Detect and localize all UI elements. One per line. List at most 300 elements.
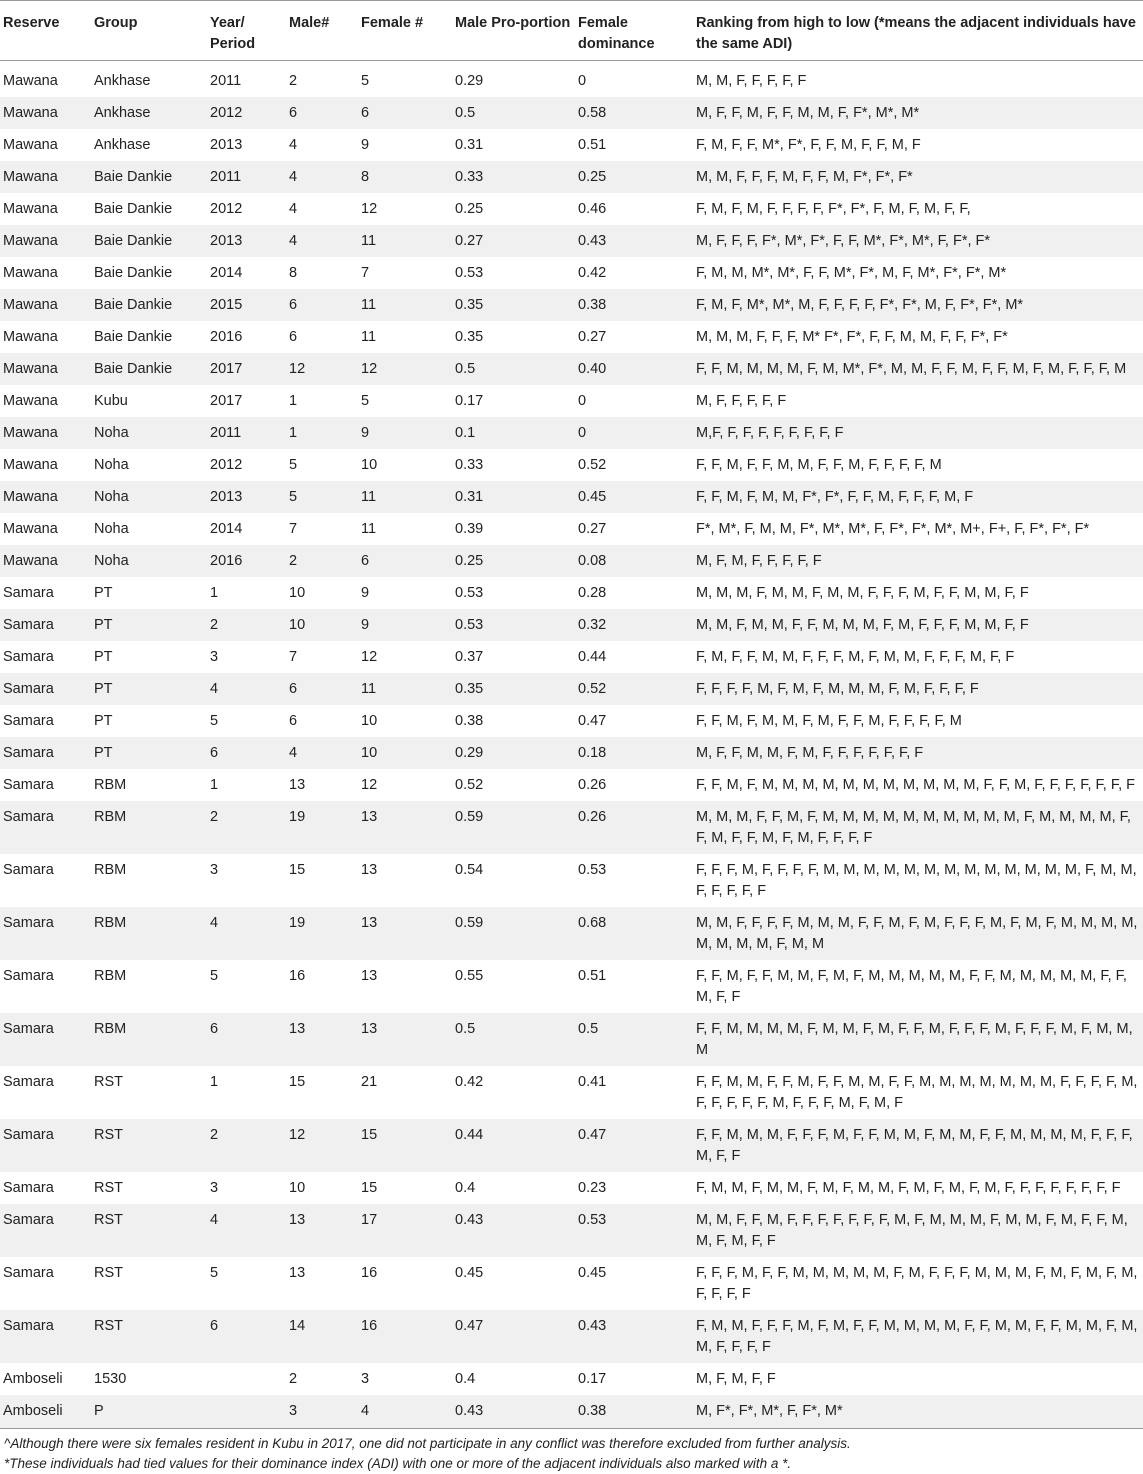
cell-male-proportion: 0.43 <box>451 1395 574 1429</box>
cell-reserve: Mawana <box>0 353 90 385</box>
footnote-asterisk: *These individuals had tied values for their dominance index (ADI) with one or more of the adjacent individuals also marked with a *. <box>4 1456 792 1471</box>
cell-male-proportion: 0.5 <box>451 97 574 129</box>
cell-ranking: M, F*, F*, M*, F, F*, M* <box>692 1395 1143 1429</box>
cell-ranking: F, F, M, M, F, F, M, F, F, M, M, F, F, M, M, M, M, M, M, M, F, F, F, F, M, F, F, F, F, F, M, F, F, F, M, F, M, F <box>696 1074 1138 1111</box>
cell-ranking: M, F, F, M, M, F, M, F, F, F, F, F, F, F <box>692 737 1143 769</box>
cell-reserve: Mawana <box>3 265 58 281</box>
cell-female-dominance: 0.08 <box>574 545 692 577</box>
cell-ranking: F, F, F, M, F, F, F, F, M, M, M, M, M, M, M, M, M, M, M, M, M, F, M, M, F, F, F, F, F <box>696 862 1137 899</box>
cell-male-count: 13 <box>285 1204 357 1257</box>
cell-group: Baie Dankie <box>90 161 206 193</box>
cell-male-count: 10 <box>289 585 306 601</box>
cell-ranking: F, F, M, F, F, M, M, F, M, F, M, M, M, M, M, F, F, M, M, M, M, M, F, F, M, F, F <box>696 968 1127 1005</box>
header-group: Group <box>90 1 206 61</box>
cell-year-period: 2015 <box>206 289 285 321</box>
cell-reserve: Samara <box>3 713 54 729</box>
cell-female-dominance: 0.58 <box>574 97 692 129</box>
cell-male-proportion: 0.39 <box>455 521 484 537</box>
cell-year-period <box>206 1395 285 1429</box>
cell-female-count: 11 <box>361 521 377 537</box>
cell-year-period: 3 <box>210 649 219 665</box>
cell-female-count: 5 <box>361 73 370 89</box>
cell-male-proportion: 0.37 <box>455 649 484 665</box>
cell-male-count: 5 <box>285 481 357 513</box>
cell-male-count: 2 <box>289 73 298 89</box>
cell-male-proportion: 0.31 <box>455 137 484 153</box>
header-year-period: Year/ Period <box>206 1 285 61</box>
cell-group: Ankhase <box>94 73 151 89</box>
cell-reserve: Mawana <box>0 97 90 129</box>
cell-female-count: 9 <box>361 585 370 601</box>
cell-year-period: 6 <box>206 1310 285 1363</box>
table-row <box>0 289 1143 321</box>
cell-reserve: Amboseli <box>3 1371 63 1387</box>
cell-female-dominance: 0 <box>578 393 587 409</box>
header-row <box>0 1 1143 61</box>
cell-female-count: 4 <box>357 1395 451 1429</box>
cell-reserve: Mawana <box>3 521 58 537</box>
cell-male-proportion: 0.29 <box>451 737 574 769</box>
cell-female-dominance: 0.28 <box>578 585 607 601</box>
table-row <box>0 673 1143 705</box>
cell-reserve: Samara <box>0 737 90 769</box>
cell-female-count: 13 <box>357 801 451 854</box>
cell-male-proportion: 0.35 <box>451 289 574 321</box>
cell-group: Noha <box>90 481 206 513</box>
cell-year-period: 6 <box>206 737 285 769</box>
cell-year-period: 5 <box>210 1265 219 1281</box>
cell-year-period: 6 <box>206 1013 285 1066</box>
table-row <box>0 1172 1143 1204</box>
cell-female-dominance: 0.38 <box>574 289 692 321</box>
table-row <box>0 385 1143 417</box>
cell-year-period: 2 <box>206 801 285 854</box>
header-male-count: Male# <box>285 1 357 61</box>
cell-female-dominance: 0.42 <box>578 265 607 281</box>
cell-ranking: F, F, M, F, M, M, F, M, F, F, M, F, F, F, F, M <box>696 713 962 729</box>
cell-male-proportion: 0.53 <box>455 265 484 281</box>
cell-year-period: 2017 <box>206 353 285 385</box>
cell-female-count: 11 <box>357 225 451 257</box>
cell-reserve: Samara <box>3 968 54 984</box>
cell-ranking: M, F, F, M, F, F, M, M, F, F*, M*, M* <box>692 97 1143 129</box>
cell-female-dominance: 0.47 <box>574 1119 692 1172</box>
table-row <box>0 61 1143 98</box>
cell-female-dominance: 0.45 <box>578 1265 607 1281</box>
cell-group: RST <box>94 1180 123 1196</box>
cell-male-proportion: 0.5 <box>451 1013 574 1066</box>
cell-reserve: Mawana <box>0 417 90 449</box>
cell-male-count: 13 <box>289 1265 306 1281</box>
cell-group: RBM <box>94 862 127 878</box>
cell-group: PT <box>94 585 113 601</box>
cell-ranking: M, F, M, F, F <box>696 1371 776 1387</box>
cell-group: RST <box>90 1119 206 1172</box>
cell-reserve: Mawana <box>3 73 58 89</box>
table-row <box>0 641 1143 673</box>
cell-female-dominance: 0.52 <box>578 457 607 473</box>
cell-group: PT <box>90 737 206 769</box>
header-ranking: Ranking from high to low (*means the adjacent individuals have the same ADI) <box>692 1 1143 61</box>
cell-reserve: Mawana <box>3 329 58 345</box>
cell-year-period: 2016 <box>210 329 243 345</box>
cell-group: RST <box>94 1265 123 1281</box>
cell-year-period: 2011 <box>206 161 285 193</box>
cell-ranking: M, M, F, M, M, F, F, M, M, M, F, M, F, F, F, M, M, F, F <box>692 609 1143 641</box>
cell-year-period: 2013 <box>206 225 285 257</box>
table-row <box>0 1013 1143 1066</box>
cell-female-count: 10 <box>361 457 378 473</box>
cell-female-count: 13 <box>357 1013 451 1066</box>
table-row <box>0 449 1143 481</box>
cell-female-dominance: 0.32 <box>574 609 692 641</box>
table-row <box>0 1119 1143 1172</box>
cell-female-count: 15 <box>357 1119 451 1172</box>
cell-year-period: 2012 <box>210 201 243 217</box>
cell-year-period: 2 <box>206 609 285 641</box>
cell-female-dominance: 0.18 <box>574 737 692 769</box>
cell-male-proportion: 0.43 <box>451 1204 574 1257</box>
cell-female-dominance: 0.26 <box>578 777 607 793</box>
cell-male-proportion: 0.29 <box>455 73 484 89</box>
cell-male-proportion: 0.35 <box>451 673 574 705</box>
table-row <box>0 161 1143 193</box>
table-row <box>0 1363 1143 1395</box>
header-female-dominance: Female dominance <box>574 1 692 61</box>
cell-male-proportion: 0.45 <box>455 1265 484 1281</box>
cell-ranking: M, M, M, F, F, F, M* F*, F*, F, F, M, M, F, F, F*, F* <box>696 329 1008 345</box>
cell-year-period: 2011 <box>206 417 285 449</box>
table-row <box>0 353 1143 385</box>
cell-female-dominance: 0.43 <box>574 225 692 257</box>
cell-male-proportion: 0.47 <box>451 1310 574 1363</box>
cell-female-dominance: 0.43 <box>574 1310 692 1363</box>
cell-group: Baie Dankie <box>90 225 206 257</box>
cell-male-proportion: 0.53 <box>451 609 574 641</box>
cell-group: Kubu <box>94 393 128 409</box>
cell-male-count: 1 <box>289 393 298 409</box>
cell-female-dominance: 0.27 <box>578 521 607 537</box>
cell-group: Noha <box>90 545 206 577</box>
cell-female-dominance: 0.27 <box>578 329 607 345</box>
cell-group: Noha <box>90 417 206 449</box>
table-row <box>0 321 1143 353</box>
cell-reserve: Samara <box>0 673 90 705</box>
cell-reserve: Samara <box>0 1310 90 1363</box>
cell-female-count: 6 <box>357 545 451 577</box>
cell-female-dominance: 0.44 <box>578 649 607 665</box>
cell-male-proportion: 0.4 <box>455 1371 476 1387</box>
cell-group: PT <box>90 673 206 705</box>
cell-ranking: M, M, F, F, M, F, F, F, F, F, F, F, M, F, M, M, M, F, M, M, F, M, F, F, M, M, F, M, F, F <box>692 1204 1143 1257</box>
table-row <box>0 513 1143 545</box>
cell-male-count: 14 <box>285 1310 357 1363</box>
cell-female-dominance: 0.53 <box>578 862 607 878</box>
cell-ranking: M, M, F, F, F, F, F <box>696 73 807 89</box>
cell-ranking: F*, M*, F, M, M, F*, M*, M*, F, F*, F*, M*, M+, F+, F, F*, F*, F* <box>696 521 1090 537</box>
table-row <box>0 801 1143 854</box>
cell-female-dominance: 0.40 <box>574 353 692 385</box>
table-row <box>0 1204 1143 1257</box>
cell-year-period: 2016 <box>206 545 285 577</box>
cell-year-period: 2013 <box>210 137 243 153</box>
cell-female-count: 3 <box>361 1371 370 1387</box>
cell-male-proportion: 0.31 <box>451 481 574 513</box>
table-row <box>0 129 1143 161</box>
cell-female-count: 12 <box>357 353 451 385</box>
cell-male-proportion: 0.59 <box>451 801 574 854</box>
cell-reserve: Samara <box>0 1119 90 1172</box>
cell-ranking: F, F, M, F, M, M, F*, F*, F, F, M, F, F, F, M, F <box>692 481 1143 513</box>
cell-group: 1530 <box>94 1371 127 1387</box>
cell-female-count: 9 <box>357 417 451 449</box>
cell-group: PT <box>90 609 206 641</box>
cell-reserve: Samara <box>0 801 90 854</box>
cell-female-count: 9 <box>357 609 451 641</box>
cell-male-proportion: 0.4 <box>455 1180 476 1196</box>
cell-group: RBM <box>90 1013 206 1066</box>
cell-ranking: M, F, F, F, F*, M*, F*, F, F, M*, F*, M*, F, F*, F* <box>692 225 1143 257</box>
cell-ranking: F, F, M, M, M, M, F, M, M, F, M, F, F, M, F, F, F, M, F, F, F, M, F, M, M, M <box>692 1013 1143 1066</box>
cell-female-dominance: 0.41 <box>578 1074 607 1090</box>
cell-male-proportion: 0.17 <box>455 393 484 409</box>
table-row <box>0 1257 1143 1310</box>
cell-reserve: Amboseli <box>0 1395 90 1429</box>
cell-male-proportion: 0.44 <box>451 1119 574 1172</box>
cell-group: Noha <box>94 457 129 473</box>
cell-female-count: 5 <box>361 393 370 409</box>
cell-ranking: M,F, F, F, F, F, F, F, F, F <box>692 417 1143 449</box>
table-row <box>0 907 1143 960</box>
cell-male-count: 1 <box>285 417 357 449</box>
cell-group: Baie Dankie <box>94 201 173 217</box>
cell-male-count: 4 <box>285 225 357 257</box>
cell-ranking: F, M, M, M*, M*, F, F, M*, F*, M, F, M*, F*, F*, M* <box>696 265 1007 281</box>
cell-female-dominance: 0.17 <box>578 1371 607 1387</box>
cell-male-count: 19 <box>285 801 357 854</box>
cell-female-count: 7 <box>361 265 370 281</box>
cell-group: Noha <box>94 521 129 537</box>
cell-group: RBM <box>94 777 127 793</box>
cell-year-period: 2012 <box>206 97 285 129</box>
cell-reserve: Mawana <box>3 457 58 473</box>
cell-reserve: Samara <box>3 1074 54 1090</box>
cell-group: Baie Dankie <box>94 265 173 281</box>
cell-male-count: 6 <box>285 673 357 705</box>
table-row <box>0 225 1143 257</box>
cell-female-count: 6 <box>357 97 451 129</box>
table-row <box>0 1395 1143 1429</box>
cell-ranking: F, M, F, M*, M*, M, F, F, F, F, F*, F*, M, F, F*, F*, M* <box>692 289 1143 321</box>
cell-male-count: 12 <box>285 1119 357 1172</box>
cell-male-count: 7 <box>289 649 298 665</box>
cell-male-proportion: 0.25 <box>455 201 484 217</box>
cell-year-period: 2017 <box>210 393 243 409</box>
table-row <box>0 1066 1143 1119</box>
cell-female-count: 13 <box>361 862 378 878</box>
cell-male-proportion: 0.53 <box>455 585 484 601</box>
cell-male-proportion: 0.25 <box>451 545 574 577</box>
cell-reserve: Mawana <box>3 137 58 153</box>
cell-female-count: 12 <box>361 777 378 793</box>
cell-female-dominance: 0.52 <box>574 673 692 705</box>
cell-year-period: 1 <box>210 585 219 601</box>
cell-group: P <box>90 1395 206 1429</box>
table-row <box>0 545 1143 577</box>
cell-male-count: 10 <box>285 609 357 641</box>
footnote-caret: ^Although there were six females resident in Kubu in 2017, one did not participate in any conflict was therefore excluded from further analysis. <box>4 1436 851 1451</box>
cell-reserve: Mawana <box>0 225 90 257</box>
cell-ranking: M, M, M, F, F, M, F, M, M, M, M, M, M, M, M, M, M, F, M, M, M, M, F, F, M, F, F, M, F, M, F, F, F, F <box>692 801 1143 854</box>
table-body <box>0 61 1143 1429</box>
cell-female-count: 13 <box>357 907 451 960</box>
cell-ranking: F, M, F, F, M, M, F, F, F, M, F, M, M, F, F, F, M, F, F <box>696 649 1015 665</box>
cell-year-period: 4 <box>206 1204 285 1257</box>
cell-male-count: 6 <box>285 97 357 129</box>
cell-year-period: 4 <box>206 673 285 705</box>
cell-male-count: 4 <box>289 201 298 217</box>
cell-female-count: 9 <box>361 137 370 153</box>
header-male-proportion: Male Pro-portion <box>451 1 574 61</box>
cell-male-count: 2 <box>285 545 357 577</box>
cell-male-proportion: 0.52 <box>455 777 484 793</box>
cell-ranking: M, M, F, F, F, F, M, M, M, F, F, M, F, M, F, F, F, M, F, M, F, M, M, M, M, M, M, M, M, F, M, M <box>692 907 1143 960</box>
table-row <box>0 609 1143 641</box>
cell-ranking: M, M, M, F, M, M, F, M, M, F, F, F, M, F, F, M, M, F, F <box>696 585 1029 601</box>
cell-year-period: 5 <box>210 968 219 984</box>
cell-group: PT <box>94 649 113 665</box>
cell-ranking: M, F, F, F, F, F <box>696 393 787 409</box>
cell-female-count: 11 <box>357 481 451 513</box>
cell-male-count: 15 <box>289 1074 306 1090</box>
cell-reserve: Samara <box>3 649 54 665</box>
cell-female-count: 12 <box>361 201 378 217</box>
cell-reserve: Samara <box>0 907 90 960</box>
cell-female-count: 17 <box>357 1204 451 1257</box>
cell-male-count: 6 <box>289 713 298 729</box>
cell-group: RST <box>90 1310 206 1363</box>
cell-male-count: 16 <box>289 968 306 984</box>
cell-ranking: F, M, F, M, F, F, F, F, F*, F*, F, M, F, M, F, F, <box>696 201 971 217</box>
table-row <box>0 257 1143 289</box>
cell-female-dominance: 0.25 <box>574 161 692 193</box>
cell-year-period: 5 <box>210 713 219 729</box>
cell-reserve: Samara <box>3 1180 54 1196</box>
cell-ranking: M, F, M, F, F, F, F, F <box>692 545 1143 577</box>
cell-ranking: F, F, M, M, M, F, F, F, M, F, F, M, M, F, M, M, F, F, M, M, M, M, F, F, F, M, F, F <box>692 1119 1143 1172</box>
cell-male-count: 6 <box>289 329 298 345</box>
cell-male-count: 19 <box>285 907 357 960</box>
cell-year-period: 2013 <box>206 481 285 513</box>
cell-female-count: 16 <box>357 1310 451 1363</box>
cell-female-count: 21 <box>361 1074 378 1090</box>
cell-group: Baie Dankie <box>90 353 206 385</box>
cell-group: RST <box>94 1074 123 1090</box>
cell-ranking: F, F, M, F, F, M, M, F, F, M, F, F, F, F, M <box>696 457 942 473</box>
cell-female-count: 10 <box>357 737 451 769</box>
cell-reserve: Samara <box>0 609 90 641</box>
cell-male-count: 3 <box>285 1395 357 1429</box>
cell-male-proportion: 0.35 <box>455 329 484 345</box>
cell-ranking: F, F, M, M, M, M, F, M, M*, F*, M, M, F, F, M, F, F, M, F, M, F, F, F, M <box>692 353 1143 385</box>
cell-year-period: 2012 <box>210 457 243 473</box>
cell-group: Baie Dankie <box>90 289 206 321</box>
cell-male-count: 15 <box>289 862 306 878</box>
table-row <box>0 193 1143 225</box>
table-row <box>0 769 1143 801</box>
cell-female-dominance: 0.26 <box>574 801 692 854</box>
cell-female-dominance: 0.38 <box>574 1395 692 1429</box>
cell-group: RST <box>90 1204 206 1257</box>
cell-reserve: Samara <box>3 777 54 793</box>
table-row <box>0 481 1143 513</box>
cell-male-proportion: 0.5 <box>451 353 574 385</box>
cell-group: Ankhase <box>90 97 206 129</box>
cell-year-period: 2014 <box>210 265 243 281</box>
cell-male-count: 4 <box>285 161 357 193</box>
cell-male-proportion: 0.55 <box>455 968 484 984</box>
cell-female-count: 12 <box>361 649 378 665</box>
cell-male-proportion: 0.33 <box>451 161 574 193</box>
cell-group: RBM <box>90 801 206 854</box>
cell-female-dominance: 0.53 <box>574 1204 692 1257</box>
cell-reserve: Samara <box>0 1204 90 1257</box>
cell-male-count: 8 <box>289 265 298 281</box>
table-row <box>0 577 1143 609</box>
cell-female-count: 11 <box>357 673 451 705</box>
table-notes <box>0 1429 1143 1474</box>
cell-male-count: 6 <box>285 289 357 321</box>
cell-male-count: 4 <box>285 737 357 769</box>
cell-male-proportion: 0.38 <box>455 713 484 729</box>
cell-reserve: Mawana <box>0 161 90 193</box>
cell-female-dominance: 0.51 <box>578 968 607 984</box>
cell-male-proportion: 0.42 <box>455 1074 484 1090</box>
cell-ranking: F, F, F, M, F, F, M, M, M, M, M, F, M, F, F, F, M, M, M, F, M, F, M, F, M, F, F, F, F <box>696 1265 1138 1302</box>
cell-male-count: 4 <box>289 137 298 153</box>
cell-reserve: Mawana <box>3 201 58 217</box>
cell-female-dominance: 0 <box>578 73 587 89</box>
cell-group: PT <box>94 713 113 729</box>
cell-ranking: F, M, F, F, M*, F*, F, F, M, F, F, M, F <box>696 137 921 153</box>
cell-ranking: F, M, M, F, M, M, F, M, F, M, M, F, M, F, M, F, M, F, F, F, F, F, F, F, F <box>696 1180 1121 1196</box>
cell-female-dominance: 0 <box>574 417 692 449</box>
cell-female-dominance: 0.5 <box>574 1013 692 1066</box>
cell-male-count: 5 <box>289 457 298 473</box>
cell-year-period: 2011 <box>210 73 242 89</box>
table-row <box>0 417 1143 449</box>
cell-year-period: 2 <box>206 1119 285 1172</box>
cell-female-count: 10 <box>361 713 378 729</box>
cell-male-count: 13 <box>289 777 306 793</box>
cell-male-count: 12 <box>285 353 357 385</box>
cell-year-period: 1 <box>210 1074 219 1090</box>
cell-reserve: Mawana <box>3 393 58 409</box>
cell-male-count: 7 <box>289 521 298 537</box>
cell-year-period: 1 <box>210 777 219 793</box>
cell-female-count: 11 <box>357 289 451 321</box>
cell-male-proportion: 0.33 <box>455 457 484 473</box>
cell-female-dominance: 0.45 <box>574 481 692 513</box>
cell-ranking: F, M, M, F, F, F, M, F, M, F, F, M, M, M, M, F, F, M, M, F, F, M, M, F, M, M, F, F, F, F <box>692 1310 1143 1363</box>
cell-male-proportion: 0.1 <box>451 417 574 449</box>
cell-year-period: 4 <box>206 907 285 960</box>
cell-female-dominance: 0.23 <box>578 1180 607 1196</box>
cell-female-count: 13 <box>361 968 378 984</box>
cell-female-dominance: 0.46 <box>578 201 607 217</box>
cell-male-count: 13 <box>285 1013 357 1066</box>
cell-male-count: 2 <box>289 1371 298 1387</box>
